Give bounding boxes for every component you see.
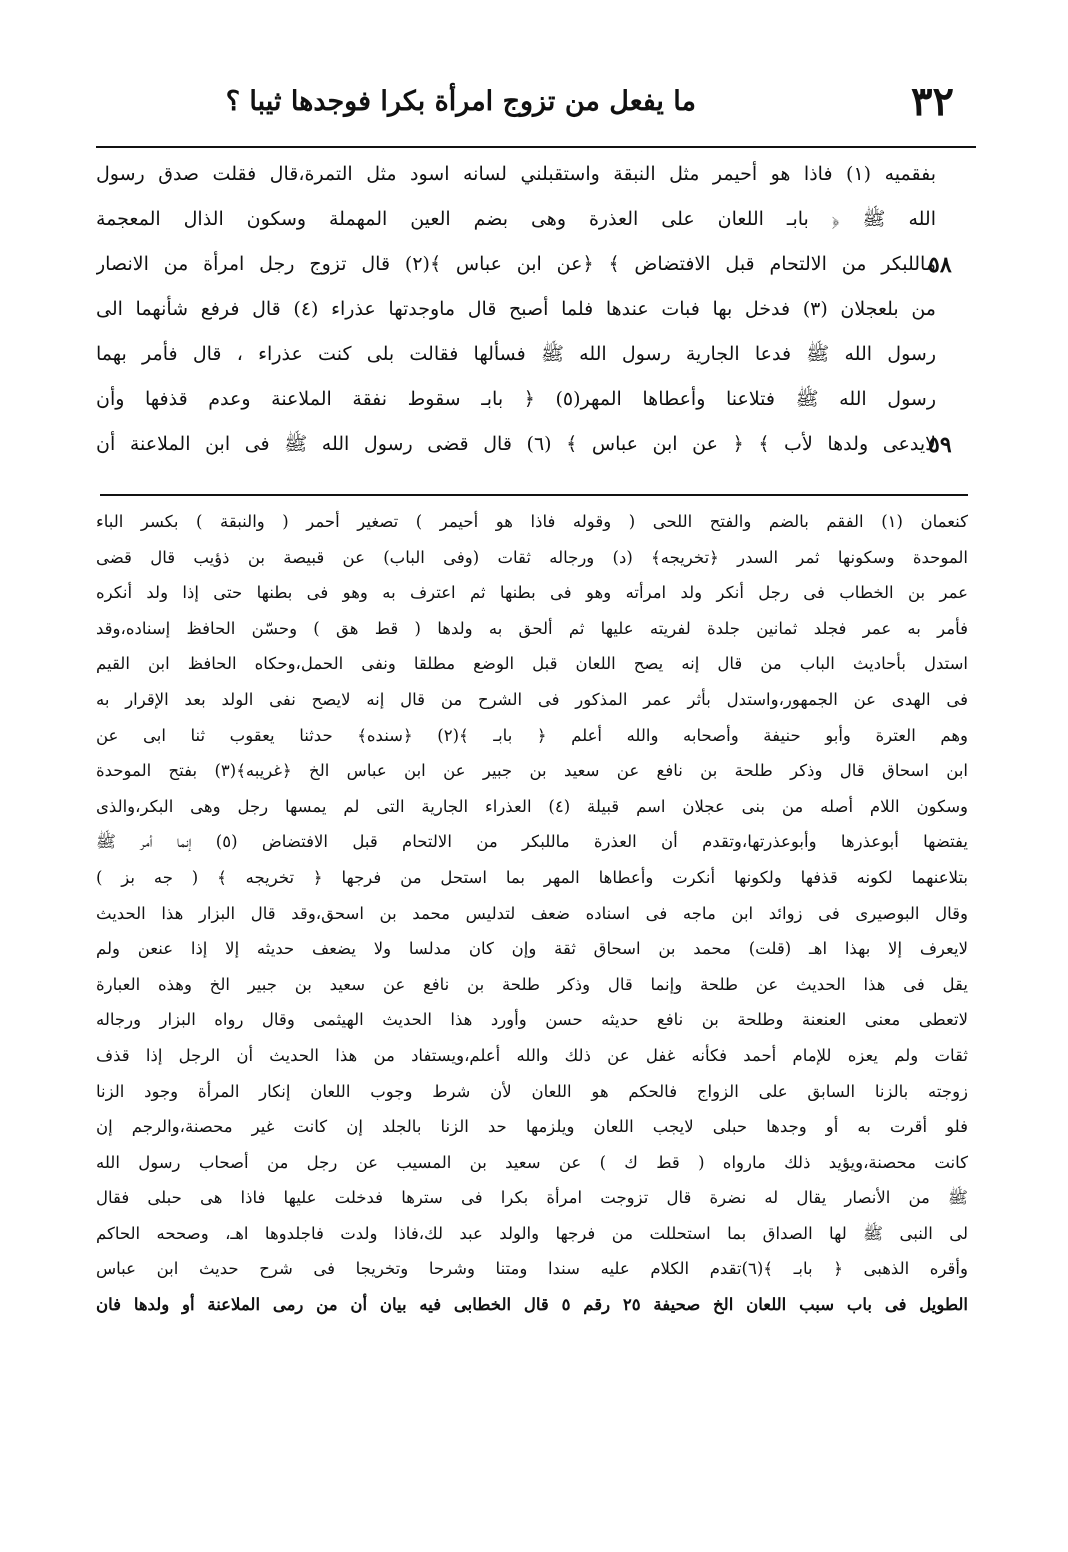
footnote-line: فأمر به عمر فجلد ثمانين جلدة لفريته عليها ثم ألحق به ولدها ( قط هق ) وحسّن الحافظ إسناده،وقد xyxy=(96,618,968,638)
footnote-line: وهم العترة وأبو حنيفة وأصحابه والله أعلم ﴿ بابـ ﴾(٢) ﴿سنده﴾ حدثنا يعقوب ثنا ابى عن xyxy=(96,725,968,745)
footnote-divider xyxy=(100,494,968,496)
main-line: ماللبكر من الالتحام قبل الافتضاض ﴾ ﴿عن ابن عباس ﴾(٢) قال تزوج رجل امرأة من الانصار xyxy=(96,253,936,275)
main-line: رسول الله ﷺ فتلاعنا وأعطاها المهر(٥) ﴿ بابـ سقوط نفقة الملاعنة وعدم قذفها وأن xyxy=(96,388,936,410)
header-rule xyxy=(96,146,976,148)
footnote-line: لايعرف إلا بهذا اهـ (قلت) محمد بن اسحاق ثقة وإن كان مدلسا ولا يضعف حديثه إلا إذا عنعن ولم xyxy=(96,939,968,959)
footnote-line: كانت محصنة،ويؤيد ذلك مارواه ( قط ك ) عن سعيد بن المسيب عن رجل من أصحاب رسول الله xyxy=(96,1152,968,1172)
footnote-line: وقال البوصيرى فى زوائد ابن ماجه فى اسناده ضعف لتدليس محمد بن اسحق،وقد قال البزار هذا الحديث xyxy=(96,903,968,923)
page-header xyxy=(96,72,976,142)
main-line: رسول الله ﷺ فدعا الجارية رسول الله ﷺ فسألها فقالت بلى كنت عذراء ، قال فأمر بهما xyxy=(96,343,936,365)
main-line: من بلعجلان (٣) فدخل بها فبات عندها فلما أصبح قال ماوجدتها عذراء (٤) قال فرفع شأنهما الى xyxy=(96,298,936,320)
footnotes xyxy=(96,504,968,1323)
footnote-line: ثقات ولم يعزه للإمام أحمد فكأنه غفل عن ذلك والله أعلم،ويستفاد من هذا الحديث أن الرجل إذا قذف xyxy=(96,1045,968,1065)
footnote-line: يقل فى هذا الحديث عن طلحة وإنما قال وذكر طلحة بن نافع عن سعيد بن جبير الخ وهذه العبارة xyxy=(96,974,968,994)
footnote-line: لى النبى ﷺ لها الصداق بما استحللت من فرجها والولد عبد لك،فاذا ولدت فاجلدوها اهـ، وصححه الحاكم xyxy=(96,1223,968,1243)
running-title: ما يفعل من تزوج امرأة بكرا فوجدها ثيبا ؟ xyxy=(225,86,696,117)
hadith-number-59: ٥٩ xyxy=(928,432,952,458)
footnote-line: كنعمان (١) الفقم بالضم والفتح اللحى ( وقوله فاذا هو أحيمر ) تصغير أحمر ( والنبقة ) بكسر الباء xyxy=(96,512,968,531)
page-number: ٣٢ xyxy=(911,78,954,125)
footnote-line: وسكون اللام أصله من بنى عجلان اسم قبيلة (٤) العذراء الجارية التى لم يمسها رجل وهى البكر،والذى xyxy=(96,796,968,816)
footnote-line: استدل بأحاديث الباب من قال إنه يصح اللعان قبل الوضع مطلقا ونفى الحمل،وحكاه الحافظ ابن القيم xyxy=(96,654,968,674)
footnote-line: لاتعطى معنى العنعنة وطلحة بن نافع حديثه حسن وأورد هذا الحديث الهيثمى وقال رواه البزار ورجاله xyxy=(96,1010,968,1030)
main-text xyxy=(96,152,936,467)
footnote-line: عمر بن الخطاب فى رجل أنكر ولد امرأته وهو فى بطنها ثم اعترف به وهو فى بطنها حتى إذا ولد أنكره xyxy=(96,583,968,603)
footnote-line: ابن اسحاق قال وذكر طلحة بن نافع عن سعيد بن جبير عن ابن عباس الخ ﴿غريبه﴾(٣) بفتح الموحدة xyxy=(96,761,968,781)
main-line: الله ﷺ ﴿ بابـ اللعان على العذرة وهى بضم العين المهملة وسكون الذال المعجمة xyxy=(96,208,936,230)
hadith-number-58: ٥٨ xyxy=(928,252,952,278)
main-line: لايدعى ولدها لأب ﴾ ﴿ عن ابن عباس ﴾ (٦) قال قضى رسول الله ﷺ فى ابن الملاعنة أن xyxy=(96,433,936,455)
footnote-line: يفتضها أبوعذرها وأبوعذرتها،وتقدم أن العذرة ماللبكر من الالتحام قبل الافتضاض (٥) إنما أمر ﷺ xyxy=(96,832,968,852)
footnote-line: فى الهدى عن الجمهور،واستدل بأثر عمر المذكور فى الشرح من قال إنه لايصح نفى الولد بعد الإقرار به xyxy=(96,689,968,709)
footnote-line: وأقره الذهبى ﴿ بابـ ﴾(٦)تقدم الكلام عليه سندا ومتنا وشرحا وتخريجا فى شرح حديث ابن عباس xyxy=(96,1259,968,1279)
footnote-line: الطويل فى باب سبب اللعان الخ صحيفة ٢٥ رقم ٥ قال الخطابى فيه بيان أن من رمى الملاعنة أو ولدها فان xyxy=(96,1295,968,1315)
footnote-line: ﷺ من الأنصار يقال له نضرة قال تزوجت امرأة بكرا فى سترها فدخلت عليها فاذا هى حبلى فقال xyxy=(96,1188,968,1208)
footnote-line: زوجته بالزنا السابق على الزواج فالحكم هو اللعان لأن شرط وجوب اللعان إنكار المرأة وجود الزنا xyxy=(96,1081,968,1101)
footnote-line: بتلاعنهما لكونه قذفها ولكونها أنكرت وأعطاها المهر بما استحل من فرجها ﴿ تخريجه ﴾ ( جه بز ) xyxy=(96,867,968,887)
footnote-line: الموحدة وسكونها ثمر السدر ﴿تخريجه﴾ (د) ورجاله ثقات (وفى الباب) عن قبيصة بن ذؤيب قال قضى xyxy=(96,547,968,567)
main-line: بفقميه (١) فاذا هو أحيمر مثل النبقة واستقبلني لسانه اسود مثل التمرة،قال فقلت صدق رسول xyxy=(96,163,936,185)
footnote-line: فلو أقرت به أو وجدها حبلى لايجب اللعان ويلزمها حد الزنا بالجلد إن كانت غير محصنة،والرجم إن xyxy=(96,1117,968,1137)
